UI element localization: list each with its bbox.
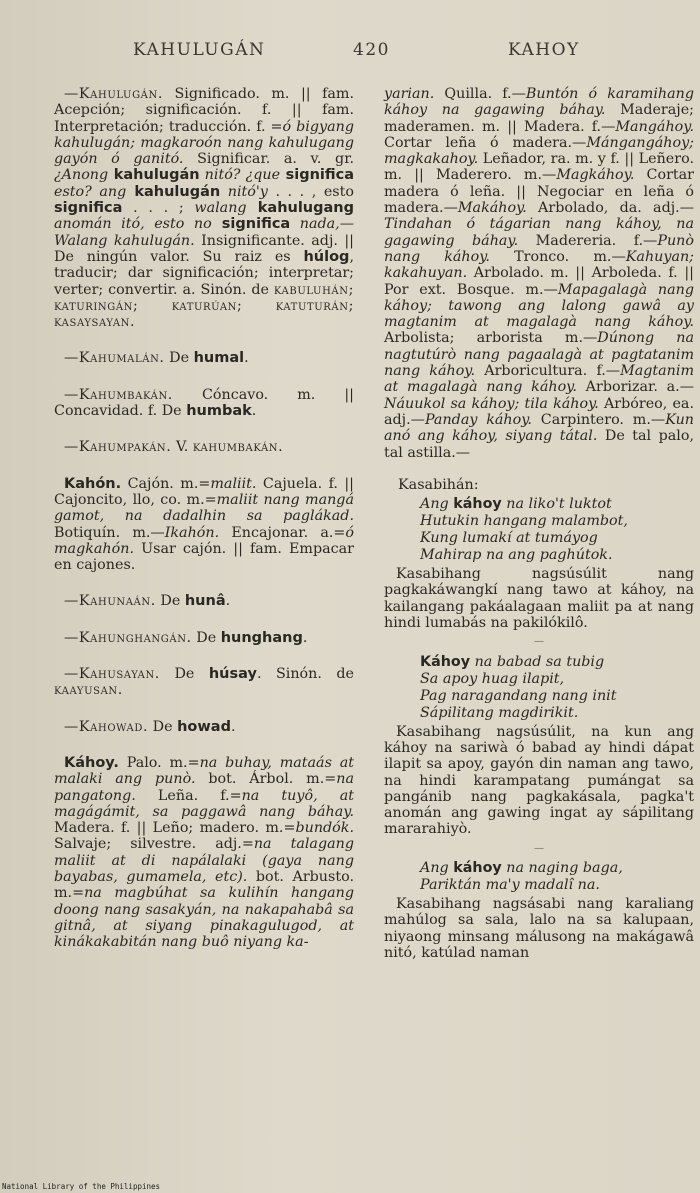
proverb-verse-3: Ang káhoy na naging baga, Pariktán ma'y madalî na. bbox=[420, 859, 623, 893]
entry-kahunaan: —Kahunaán. De hunâ. bbox=[64, 593, 231, 610]
entry-kahulugan: —Kahulugán. Significado. m. || fam. Acepción; significación. f. || fam. Interpretación; traducción. f. =ó bigyang kahulugán; magkaroón nang kahulugang gayón ó ganitó. Significar. a. v. gr. ¿Anong kahulugán nitó? ¿que significa esto? ang kahulugán nitó'y . . . , esto significa . . . ; walang kahulugang anomán itó, esto no significa nada,—Walang kahulugán. Insignificante. adj. || De ningún valor. Su raiz es húlog, traducir; dar significación; interpretar; verter; convertir. a. Sinón. de kabuluhán; katuringán; katurúan; katuturán; kasaysayan. bbox=[54, 86, 355, 331]
page-header bbox=[0, 40, 700, 70]
entry-kahumalan: —Kahumalán. De humal. bbox=[64, 350, 249, 367]
running-head-left: KAHULUGÁN bbox=[133, 40, 266, 60]
page-number: 420 bbox=[353, 40, 390, 60]
proverb-explanation-2: Kasabihang nagsúsúlit, na kun ang káhoy na sariwà ó babad ay hindi dápat ilapit sa apoy, gayón din naman ang tawo, na hindi karampatang pumángat sa pangánib nang pagkakásala, pagka't anomán ang gawing ingat ay sápilitang mararahiyò. bbox=[384, 723, 694, 838]
separator-rule: — bbox=[534, 842, 544, 854]
proverb-verse-1: Ang káhoy na liko't luktot Hutukin hangang malambot, Kung lumakí at tumáyog Mahirap na ang paghútok. bbox=[420, 496, 628, 564]
entry-kahon: Kahón. Cajón. m.=maliit. Cajuela. f. || Cajoncito, llo, co. m.=maliit nang mangá gamot, na dadalhin sa paglákad. Botiquín. m.—Ikahón. Encajonar. a.=ó magkahón. Usar cajón. || fam. Empacar en cajones. bbox=[54, 475, 354, 574]
proverbs-title: Kasabihán: bbox=[398, 476, 479, 493]
proverb-explanation-3: Kasabihang nagsásabi nang karaliang mahúlog sa sala, lalo na sa kalupaan, niyaong minsang málusong na makágawâ nitó, katúlad naman bbox=[384, 895, 694, 961]
running-head-right: KAHOY bbox=[508, 40, 580, 60]
entry-kahoy: Káhoy. Palo. m.=na buhay, mataás at malaki ang punò. bot. Árbol. m.=na pangatong. Leña. f.=na tuyô, at magágámit, sa paggawâ nang báhay. Madera. f. || Leño; madero. m.=bundók. Salvaje; silvestre. adj.=na talagang maliit at di napálalaki (gaya nang bayabas, gumamela, etc). bot. Arbusto. m.=na magbúhat sa kulihín hangang doong nang sasakyán, na nakapahabâ sa gitnâ, at siyang pinakagulugod, at kinákakabitán nang buô niyang ka- bbox=[54, 754, 354, 951]
proverb-explanation-1: Kasabihang nagsúsúlit nang pagkakáwangkí nang tawo at káhoy, na kailangang pakáalagaan maliit pa at nang hindi lumabás na pakilókilô. bbox=[384, 566, 694, 632]
left-column bbox=[54, 86, 354, 970]
proverbs-section bbox=[384, 477, 694, 961]
entry-kahunghangan: —Kahunghangán. De hunghang. bbox=[64, 629, 308, 646]
entry-kahowad: —Kahowad. De howad. bbox=[64, 718, 236, 735]
entry-kahoy-continued: yarian. Quilla. f.—Buntón ó karamihang káhoy na gagawing báhay. Maderaje; maderamen. m. || Madera. f.—Mangáhoy. Cortar leña ó madera.—Mángangáhoy; magkakahoy. Leñador, ra. m. y f. || Leñero. m. || Maderero. m.—Magkáhoy. Cortar madera ó leña. || Negociar en leña ó madera.—Makáhoy. Arbolado, da. adj.—Tindahan ó tágarian nang káhoy, na gagawing báhay. Madereria. f.—Punò nang káhoy. Tronco. m.—Kahuyan; kakahuyan. Arbolado. m. || Arboleda. f. || Por ext. Bosque. m.—Mapagalagà nang káhoy; tawong ang lalong gawâ ay magtanim at magalagà nang káhoy. Arbolista; arborista m.—Dúnong na nagtutúrò nang pagaalagà at pagtatanim nang káhoy. Arboricultura. f.—Magtanim at magalagà nang káhoy. Arborizar. a.—Náuukol sa káhoy; tila káhoy. Arbóreo, ea. adj.—Panday káhoy. Carpintero. m.—Kun anó ang káhoy, siyang tátal. De tal palo, tal astilla.— bbox=[384, 86, 695, 461]
entry-kahumpakan: —Kahumpakán. V. kahumbakán. bbox=[64, 439, 284, 456]
right-column bbox=[384, 86, 694, 961]
library-credit: National Library of the Philippines bbox=[2, 1182, 161, 1191]
proverb-verse-2: Káhoy na babad sa tubig Sa apoy huag ilapit, Pag naragandang nang init Sápilitang magdirikit. bbox=[420, 653, 617, 721]
entry-kahumbakan: —Kahumbakán. Cóncavo. m. || Concavidad. f. De humbak. bbox=[54, 386, 354, 420]
separator-rule: — bbox=[534, 636, 544, 648]
entry-kahusayan: —Kahusayan. De húsay. Sinón. de kaayusan. bbox=[54, 666, 354, 699]
